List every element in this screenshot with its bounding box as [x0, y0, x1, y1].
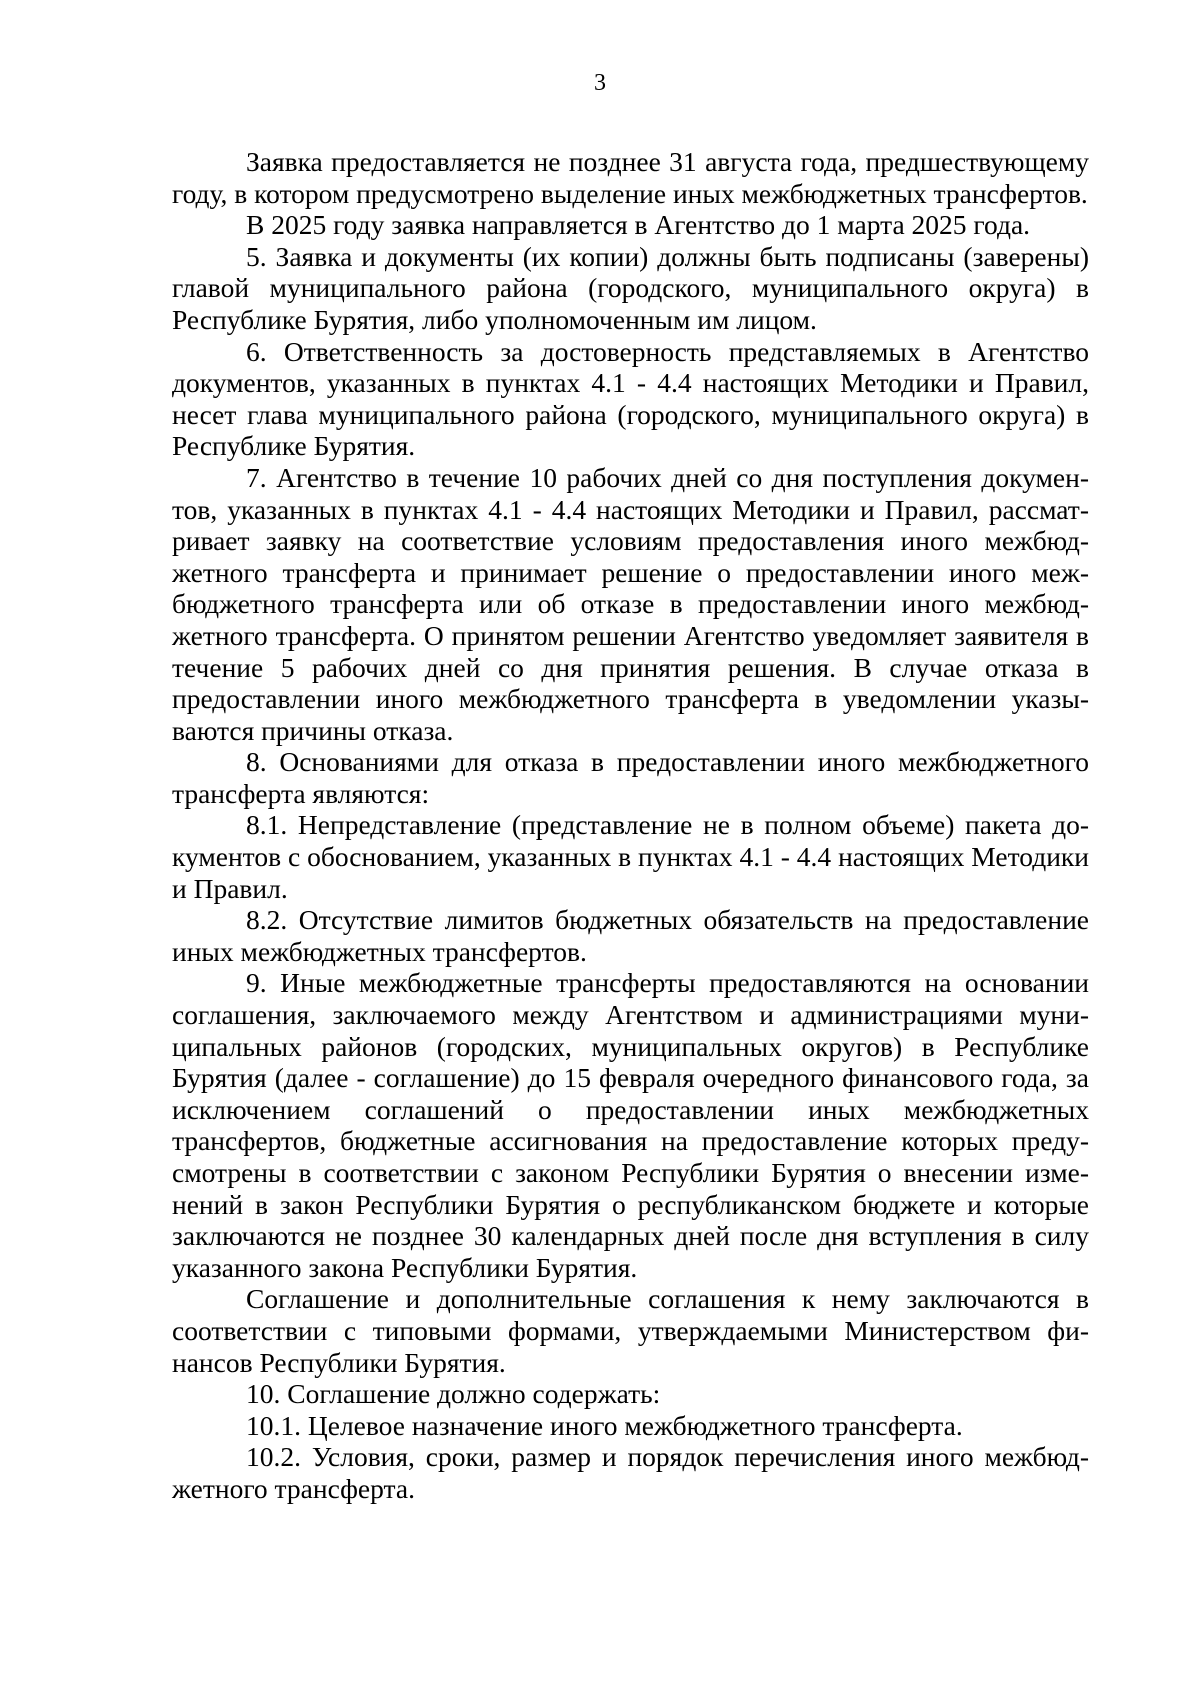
paragraph-2025-deadline: В 2025 году заявка направляется в Агентство до 1 марта 2025 года. [246, 209, 1031, 241]
paragraph-item-10-1: 10.1. Целевое назначение иного межбюджетного трансферта. [246, 1409, 963, 1441]
paragraph-item-8-2: 8.2. Отсутствие лимитов бюджетных обязательств на предоставление иных межбюджетных трансфертов. [172, 904, 1089, 967]
paragraph-item-7: 7. Агентство в течение 10 рабочих дней со дня поступления документов, указанных в пунктах 4.1 - 4.4 настоящих Методики и Правил, рассматривает заявку на соответствие условиям предоставления иного межбюджетного трансферта и принимает решение о предоставлении иного межбюджетного трансферта или об отказе в предоставлении иного межбюджетного трансферта. О принятом решении Агентство уведомляет заявителя в течение 5 рабочих дней со дня принятия решения. В случае отказа в предоставлении иного межбюджетного трансферта в уведомлении указываются причины отказа. [172, 461, 1089, 746]
paragraph-item-8-1: 8.1. Непредставление (представление не в полном объеме) пакета документов с обоснованием, указанных в пунктах 4.1 - 4.4 настоящих Методики и Правил. [172, 809, 1089, 904]
paragraph-agreement-forms: Соглашение и дополнительные соглашения к нему заключаются в соответствии с типовыми формами, утверждаемыми Министерством финансов Республики Бурятия. [172, 1283, 1089, 1378]
paragraph-item-8: 8. Основаниями для отказа в предоставлении иного межбюджетного трансферта являются: [172, 746, 1089, 809]
paragraph-application-deadline: Заявка предоставляется не позднее 31 августа года, предшествующему году, в котором предусмотрено выделение иных межбюджетных трансфертов. [172, 146, 1089, 209]
paragraph-item-10-2: 10.2. Условия, сроки, размер и порядок перечисления иного межбюджетного трансферта. [172, 1441, 1089, 1504]
paragraph-item-5: 5. Заявка и документы (их копии) должны быть подписаны (заверены) главой муниципального района (городского, муниципального округа) в Республике Бурятия, либо уполномоченным им лицом. [172, 240, 1089, 335]
page-number: 3 [594, 70, 606, 96]
paragraph-item-6: 6. Ответственность за достоверность представляемых в Агентство документов, указанных в пунктах 4.1 - 4.4 настоящих Методики и Правил, несет глава муниципального района (городского, муниципального округа) в Республике Бурятия. [172, 335, 1089, 462]
paragraph-item-10: 10. Соглашение должно содержать: [246, 1378, 661, 1410]
document-body [172, 146, 1089, 1505]
paragraph-item-9: 9. Иные межбюджетные трансферты предоставляются на основании соглашения, заключаемого между Агентством и администрациями муниципальных районов (городских, муниципальных округов) в Республике Бурятия (далее - соглашение) до 15 февраля очередного финансового года, за исключением соглашений о предоставлении иных межбюджетных трансфертов, бюджетные ассигнования на предоставление которых предусмотрены в соответствии с законом Республики Бурятия о внесении изменений в закон Республики Бурятия о республиканском бюджете и которые заключаются не позднее 30 календарных дней после дня вступления в силу указанного закона Республики Бурятия. [172, 967, 1089, 1283]
